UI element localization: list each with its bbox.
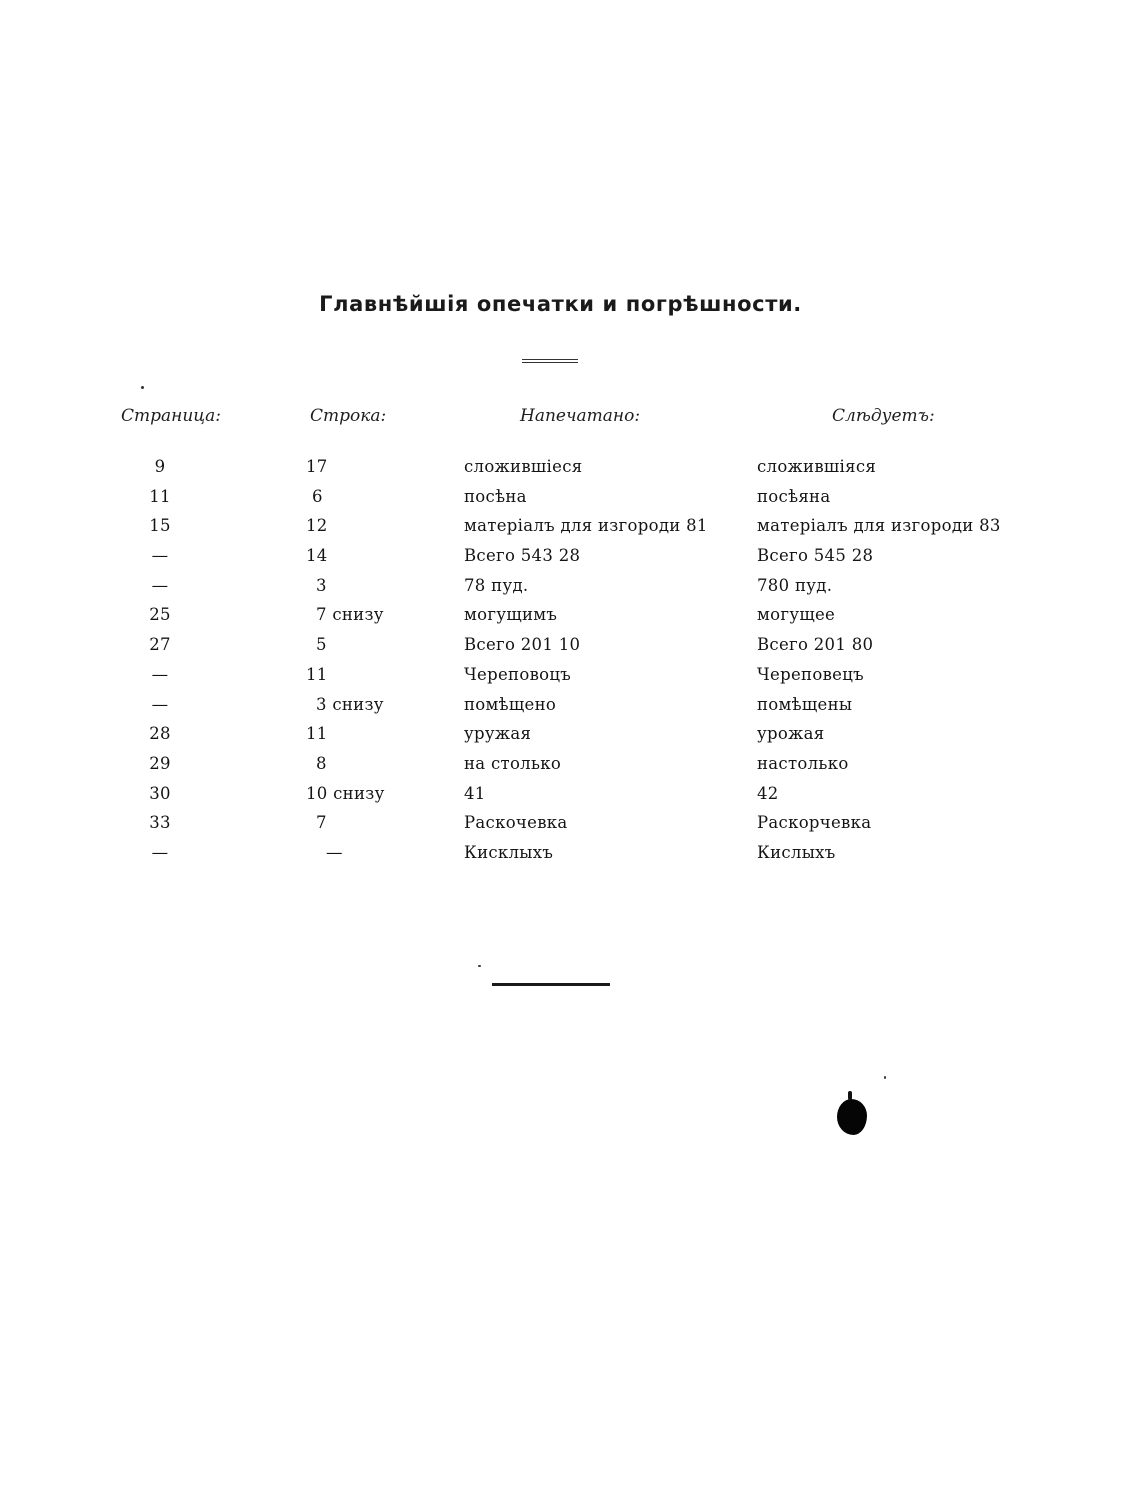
cell-page: 11 [149,486,171,506]
closing-rule [492,983,610,986]
cell-line: 8 [316,753,327,773]
table-row [0,572,1121,602]
cell-should-be: Череповецъ [757,664,864,684]
table-row [0,453,1121,483]
cell-should-be: 780 пуд. [757,575,833,595]
cell-page: — [151,546,169,566]
cell-should-be: Раскорчевка [757,813,872,833]
cell-printed: матеріалъ для изгороди 81 [464,516,708,536]
cell-page: 33 [149,813,171,833]
cell-printed: Всего 543 28 [464,546,581,566]
table-row [0,483,1121,513]
cell-should-be: Всего 201 80 [757,635,874,655]
cell-page: — [151,694,169,714]
cell-printed: 41 [464,783,486,803]
cell-printed: сложившіеся [464,457,583,476]
cell-page: 30 [149,783,171,803]
cell-line: 7 снизу [316,605,384,625]
cell-printed: посѣна [464,486,527,506]
cell-printed: Череповоцъ [464,664,572,684]
cell-page: 29 [149,753,171,773]
cell-line: 11 [306,724,328,744]
ink-speck [478,965,481,967]
header-page: Страница: [121,406,222,426]
cell-printed: Раскочевка [464,813,568,833]
cell-page: 15 [149,516,171,536]
cell-printed: помѣщено [464,694,557,714]
cell-should-be: 42 [757,783,779,803]
header-printed: Напечатано: [520,406,641,426]
cell-page: 25 [149,605,171,625]
table-row [0,720,1121,750]
cell-line: 14 [306,546,328,566]
cell-line: 12 [306,516,328,536]
header-line: Строка: [310,406,387,426]
table-row [0,780,1121,810]
cell-printed: Кисклыхъ [464,842,554,862]
cell-should-be: Всего 545 28 [757,546,874,566]
cell-printed: на столько [464,753,562,773]
cell-should-be: настолько [757,753,849,773]
cell-page: — [151,575,169,595]
table-row [0,691,1121,721]
cell-line: 10 снизу [306,783,385,803]
table-row [0,542,1121,572]
cell-should-be: Кислыхъ [757,842,836,862]
cell-line: 5 [316,635,327,655]
cell-should-be: матеріалъ для изгороди 83 [757,516,1001,536]
cell-printed: 78 пуд. [464,575,529,595]
header-should-be: Слѣдуетъ: [832,406,935,426]
ink-blot [837,1099,867,1135]
table-row [0,631,1121,661]
table-row [0,839,1121,869]
cell-should-be: урожая [757,724,825,744]
cell-line: 17 [306,457,328,476]
table-row [0,750,1121,780]
table-row [0,661,1121,691]
cell-line: 11 [306,664,328,684]
cell-page: 9 [154,457,166,476]
cell-should-be: могущее [757,605,836,625]
cell-page: 28 [149,724,171,744]
cell-printed: уружая [464,724,532,744]
cell-printed: могущимъ [464,605,558,625]
cell-page: — [151,664,169,684]
cell-page: — [151,842,169,862]
errata-table-header [0,406,1121,436]
table-row [0,809,1121,839]
cell-printed: Всего 201 10 [464,635,581,655]
cell-should-be: посѣяна [757,486,831,506]
cell-line: 6 [312,486,323,506]
cell-line: 3 [316,575,327,595]
table-row [0,601,1121,631]
errata-table-body [0,453,1121,869]
cell-page: 27 [149,635,171,655]
cell-should-be: сложившіяся [757,457,877,476]
cell-line: 3 снизу [316,694,384,714]
table-row [0,512,1121,542]
title-double-rule [522,359,578,363]
cell-should-be: помѣщены [757,694,853,714]
page-title: Главнѣйшія опечатки и погрѣшности. [319,292,802,316]
cell-line: 7 [316,813,327,833]
ink-speck [141,386,144,389]
cell-line: — [326,842,343,862]
ink-speck [884,1076,886,1079]
